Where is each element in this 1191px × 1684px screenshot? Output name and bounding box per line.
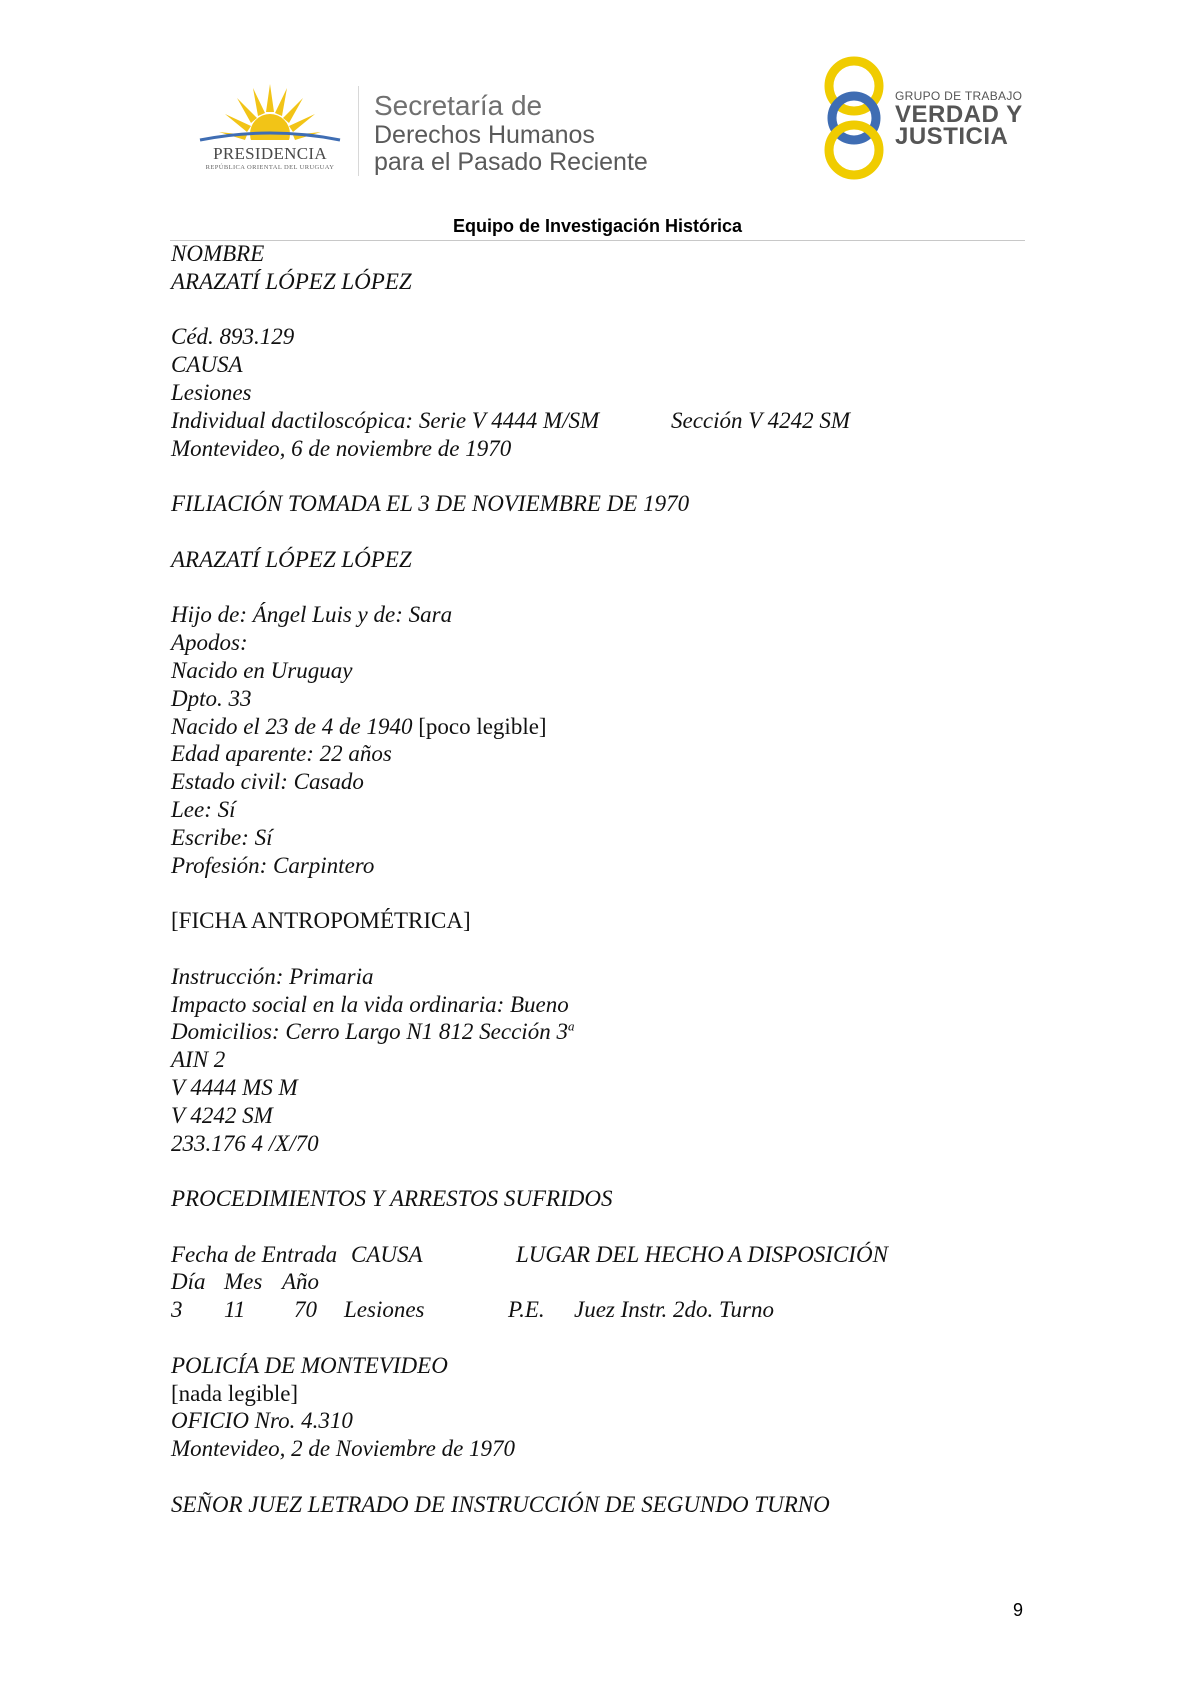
secretaria-line2: Derechos Humanos (374, 121, 595, 149)
oficio: OFICIO Nro. 4.310 (171, 1408, 353, 1434)
document-body (171, 240, 1031, 1519)
cell-mes: 11 (224, 1297, 246, 1323)
instruccion: Instrucción: Primaria (171, 963, 374, 989)
nacido-el: Nacido el 23 de 4 de 1940 (171, 713, 413, 739)
dactiloscopica-line (171, 407, 1031, 435)
header-fecha-entrada: Fecha de Entrada (171, 1241, 338, 1267)
cell-causa: Lesiones (344, 1297, 425, 1323)
v-4242: V 4242 SM (171, 1102, 273, 1128)
senor-juez: SEÑOR JUEZ LETRADO DE INSTRUCCIÓN DE SEGUNDO TURNO (171, 1491, 830, 1517)
grupo-label: GRUPO DE TRABAJO (895, 89, 1023, 103)
table-row (171, 1296, 1031, 1324)
edad: Edad aparente: 22 años (171, 741, 392, 767)
nombre-2: ARAZATÍ LÓPEZ LÓPEZ (171, 546, 412, 572)
nacido-en: Nacido en Uruguay (171, 657, 353, 683)
v-4444: V 4444 MS M (171, 1074, 298, 1100)
secretaria-line1: Secretaría de (374, 90, 543, 121)
filiacion: FILIACIÓN TOMADA EL 3 DE NOVIEMBRE DE 1970 (171, 491, 690, 517)
nombre: ARAZATÍ LÓPEZ LÓPEZ (171, 268, 412, 294)
verdad-label: VERDAD Y (895, 101, 1023, 128)
table-header-row (171, 1241, 1031, 1269)
nacido-el-line (171, 713, 1031, 741)
estado-civil: Estado civil: Casado (171, 769, 364, 795)
apodos: Apodos: (171, 630, 248, 656)
domicilios-line (171, 1018, 1031, 1046)
causa: Lesiones (171, 379, 252, 405)
header-mes: Mes (224, 1269, 263, 1295)
presidencia-logo (195, 82, 360, 177)
secretaria-line3: para el Pasado Reciente (374, 148, 648, 176)
secretaria-logo-text (374, 90, 648, 176)
table-subheader-row (171, 1268, 1031, 1296)
fecha-montevideo-1: Montevideo, 6 de noviembre de 1970 (171, 435, 512, 461)
header-dia: Día (171, 1269, 206, 1295)
cell-disposicion: Juez Instr. 2do. Turno (574, 1297, 774, 1323)
ain: AIN 2 (171, 1047, 226, 1073)
profesion: Profesión: Carpintero (171, 852, 375, 878)
dpto: Dpto. 33 (171, 685, 252, 711)
header-causa: CAUSA (351, 1241, 423, 1267)
page-number: 9 (1013, 1600, 1024, 1620)
cell-lugar: P.E. (508, 1297, 545, 1323)
header-anio: Año (282, 1269, 320, 1295)
individual-dactiloscopica: Individual dactiloscópica: Serie V 4444 M/SM (171, 407, 600, 433)
cedula: Céd. 893.129 (171, 324, 295, 350)
presidencia-name: PRESIDENCIA (213, 144, 327, 163)
lee: Lee: Sí (171, 796, 236, 822)
fecha-montevideo-2: Montevideo, 2 de Noviembre de 1970 (171, 1436, 516, 1462)
verdad-justicia-logo (822, 56, 1032, 181)
policia: POLICÍA DE MONTEVIDEO (171, 1352, 448, 1378)
nombre-label: NOMBRE (171, 241, 265, 266)
rings-icon (822, 56, 892, 181)
escribe: Escribe: Sí (171, 824, 273, 850)
domicilios: Domicilios: Cerro Largo N1 812 Sección 3 (171, 1019, 568, 1045)
causa-label: CAUSA (171, 352, 243, 378)
header-disposicion: A DISPOSICIÓN (728, 1241, 888, 1267)
cell-anio: 70 (294, 1297, 317, 1323)
justicia-label: JUSTICIA (895, 123, 1009, 150)
nacido-note: [poco legible] (418, 713, 547, 739)
presidencia-subtitle: REPÚBLICA ORIENTAL DEL URUGUAY (205, 164, 335, 171)
hijo-de: Hijo de: Ángel Luis y de: Sara (171, 602, 453, 628)
impacto-social: Impacto social en la vida ordinaria: Bueno (171, 991, 569, 1017)
cell-dia: 3 (171, 1297, 183, 1323)
seccion: Sección V 4242 SM (671, 407, 851, 433)
nada-legible: [nada legible] (171, 1380, 299, 1406)
header-lugar: LUGAR DEL HECHO (516, 1241, 724, 1267)
sun-icon (195, 82, 345, 152)
header-divider (358, 86, 359, 176)
procedimientos-title: PROCEDIMIENTOS Y ARRESTOS SUFRIDOS (171, 1186, 613, 1212)
numero-registro: 233.176 4 /X/70 (171, 1130, 319, 1156)
team-title: Equipo de Investigación Histórica (452, 216, 743, 236)
ficha-antropometrica: [FICHA ANTROPOMÉTRICA] (171, 908, 471, 934)
domicilios-sup: a (567, 1018, 575, 1034)
